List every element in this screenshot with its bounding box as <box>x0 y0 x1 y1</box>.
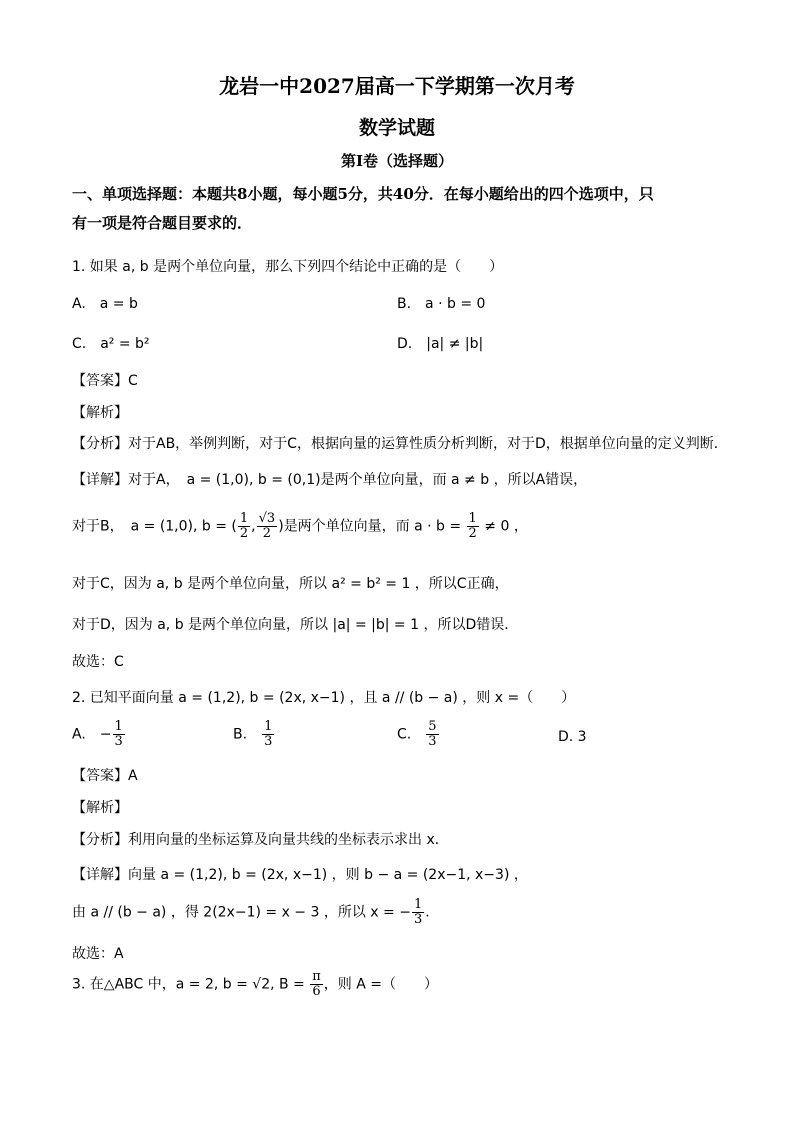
q1-choose: 故选：C <box>72 654 124 670</box>
q2-stem: 2. 已知平面向量 a = (1,2), b = (2x, x−1) ，且 a // (b − a) ，则 x =（ ） <box>72 690 576 706</box>
q2-option-b: B. $\frac{1}{3}$ <box>233 719 273 749</box>
q1-frac-2: $\frac{√3}{2}$ <box>258 511 276 541</box>
q2-detail-1: 【详解】向量 a = (1,2), b = (2x, x−1) ，则 b − a = (2x−1, x−3) ， <box>72 867 528 883</box>
part-title: 第Ⅰ卷（选择题） <box>340 152 454 170</box>
q1-detail-a: 【详解】对于A， a = (1,0), b = (0,1)是两个单位向量，而 a ≠ b ，所以A错误， <box>72 472 588 488</box>
q1-fenxi: 【分析】对于AB，举例判断，对于C，根据向量的运算性质分析判断，对于D，根据单位向量的定义判断． <box>72 436 728 452</box>
q1-detail-d: 对于D，因为 a, b 是两个单位向量，所以 |a| = |b| = 1 ，所以D错误． <box>72 617 519 633</box>
q1-detail-b: 对于B， a = (1,0), b = ( $\frac{1}{2}$ , $\frac{√3}{2}$ )是两个单位向量，而 a · b = $\frac{1}{2}$ ≠ 0 ， <box>72 511 528 541</box>
section-heading-line1: 一、单项选择题：本题共8小题，每小题5分，共40分．在每小题给出的四个选项中，只 <box>72 185 654 203</box>
q1-option-a: A. a = b <box>72 296 138 312</box>
q1-detail-b-pre: 对于B， a = (1,0), b = ( <box>72 518 237 535</box>
q2-option-a: A. − $\frac{1}{3}$ <box>72 719 123 749</box>
q2-detail-2: 由 a // (b − a) ，得 2(2x−1) = x − 3 ，所以 x = − $\frac{1}{3}$ ． <box>72 897 440 927</box>
q1-detail-c: 对于C，因为 a, b 是两个单位向量，所以 a² = b² = 1 ，所以C正确， <box>72 576 509 592</box>
q1-frac-3: $\frac{1}{2}$ <box>468 511 477 541</box>
q1-detail-b-post: ≠ 0 ， <box>479 518 528 535</box>
q1-analysis-label: 【解析】 <box>72 405 128 421</box>
q2-option-c: C. $\frac{5}{3}$ <box>397 719 437 749</box>
q2-analysis-label: 【解析】 <box>72 800 128 816</box>
q1-option-c: C. a² = b² <box>72 336 150 352</box>
subject-title: 数学试题 <box>358 117 435 139</box>
q1-option-b: B. a · b = 0 <box>397 296 486 312</box>
exam-title: 龙岩一中2027届高一下学期第一次月考 <box>219 74 575 98</box>
q3-stem: 3. 在△ABC 中，a = 2, b = √2, B = $\frac{\pi}{6}$ ，则 A =（ ） <box>72 969 438 999</box>
section-heading-line2: 有一项是符合题目要求的． <box>72 214 253 232</box>
q2-answer: 【答案】A <box>72 768 138 784</box>
q2-choose: 故选：A <box>72 946 124 962</box>
q1-option-d: D. |a| ≠ |b| <box>397 336 484 352</box>
q2-option-d: D. 3 <box>558 729 587 745</box>
q1-frac-1: $\frac{1}{2}$ <box>239 511 249 541</box>
q1-stem: 1. 如果 a, b 是两个单位向量，那么下列四个结论中正确的是（ ） <box>72 259 504 275</box>
q1-answer: 【答案】C <box>72 373 138 389</box>
q2-fenxi: 【分析】利用向量的坐标运算及向量共线的坐标表示求出 x． <box>72 832 449 848</box>
q1-detail-b-mid: )是两个单位向量，而 a · b = <box>278 518 466 535</box>
